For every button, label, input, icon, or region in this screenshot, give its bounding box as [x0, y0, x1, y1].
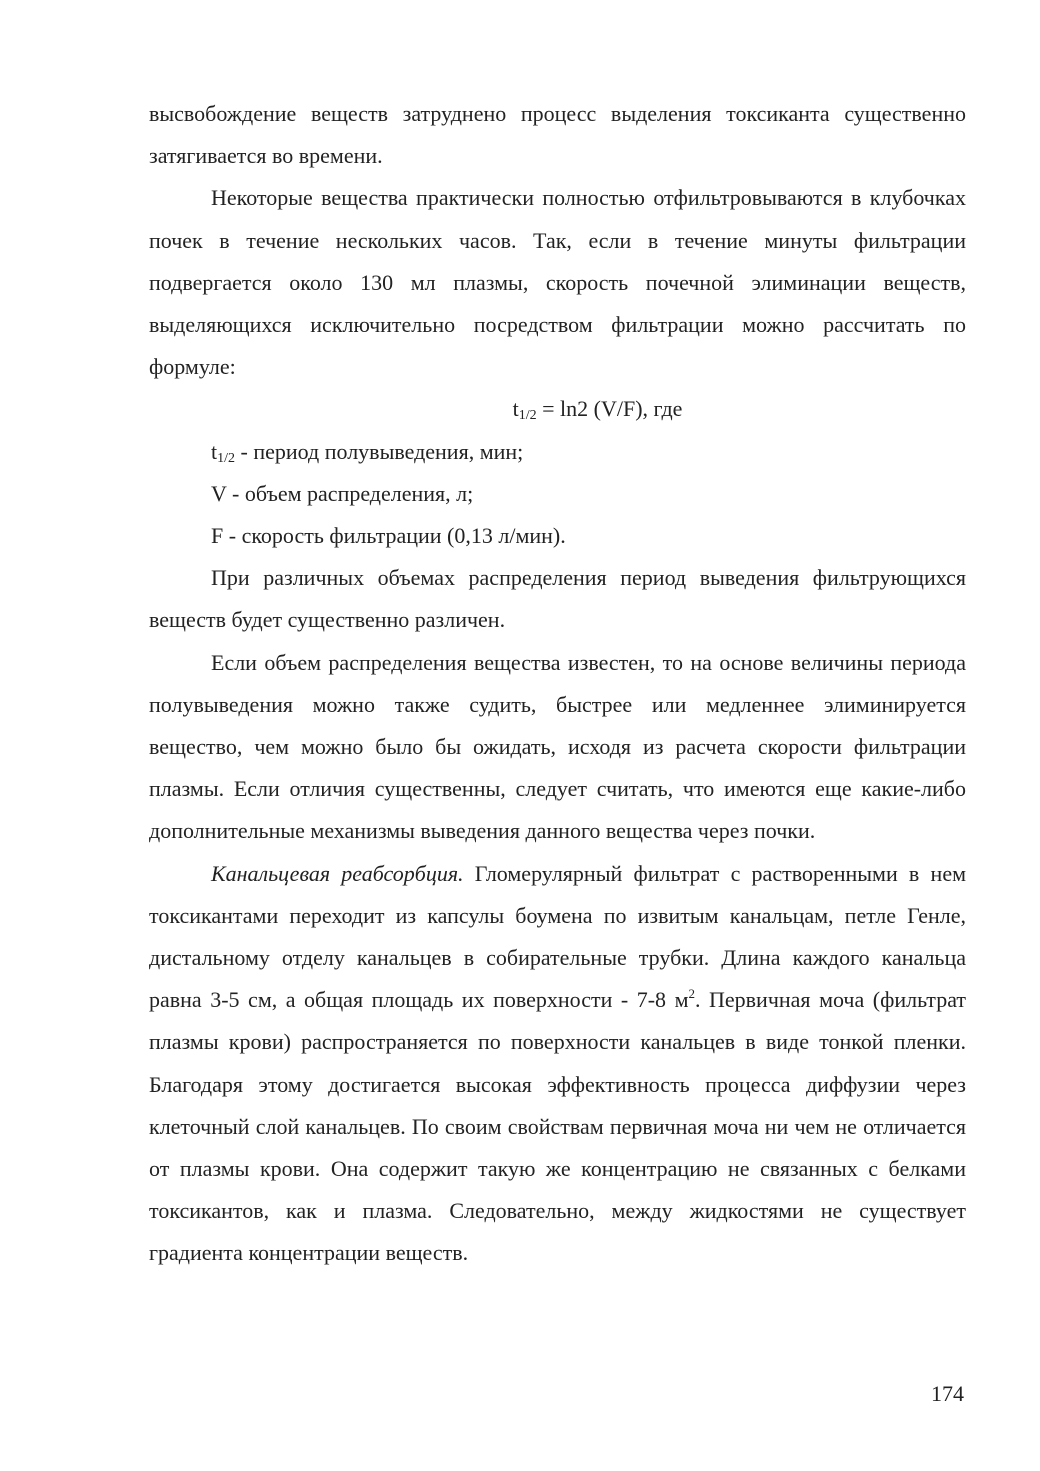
page-number: 174: [931, 1381, 964, 1406]
definition-volume: [149, 473, 966, 515]
half-life-formula: [149, 388, 966, 430]
paragraph-text-part-1: Гломерулярный фильтрат с растворенными в нем токсикантами переходит из капсулы боумена по извитым канальцам, петле Генле, дистальному отделу канальцев в собирательные трубки. Длина каждого канальца равна 3-5 см, а общая площадь их поверхности - 7-8 м: [149, 860, 967, 1013]
definition-text: - объем распределения, л;: [226, 480, 474, 506]
definition-filtration-rate: [149, 515, 966, 557]
paragraph-continuation: высвобождение веществ затруднено процесс выделения токсиканта существенно затягивается во времени.: [149, 101, 966, 169]
paragraph-filtration: Некоторые вещества практически полностью отфильтровываются в клубочках почек в течение нескольких часов. Так, если в течение минуты фильтрации подвергается около 130 мл плазмы, скорость почечной элиминации веществ, выделяющихся исключительно посредством фильтрации можно рассчитать по формуле:: [149, 185, 966, 380]
definition-text: - скорость фильтрации (0,13 л/мин).: [223, 523, 566, 549]
definition-subscript: 1/2: [217, 450, 236, 466]
paragraph-volumes: При различных объемах распределения период выведения фильтрующихся веществ будет существенно различен.: [149, 565, 966, 633]
section-lead-italic: Канальцевая реабсорбция.: [211, 860, 464, 886]
definition-symbol: t: [211, 438, 218, 464]
body-text: [149, 93, 966, 1275]
definition-text: - период полувыведения, мин;: [235, 438, 524, 464]
superscript-squared: 2: [688, 986, 695, 1002]
paragraph-tubular-reabsorption: [149, 853, 966, 1275]
paragraph-half-life-judgement: Если объем распределения вещества известен, то на основе величины периода полувыведения можно также судить, быстрее или медленнее элиминируется вещество, чем можно было бы ожидать, исходя из расчета скорости фильтрации плазмы. Если отличия существенны, следует считать, что имеются еще какие-либо дополнительные механизмы выведения данного вещества через почки.: [149, 649, 966, 844]
definition-symbol: F: [211, 523, 224, 549]
formula-rhs: = ln2 (V/F), где: [536, 396, 683, 422]
definition-half-life: [149, 431, 966, 473]
formula-lhs-subscript: 1/2: [518, 408, 537, 424]
definition-symbol: V: [211, 480, 227, 506]
paragraph-text-part-2: . Первичная моча (фильтрат плазмы крови) распространяется по поверхности канальцев в виде тонкой пленки. Благодаря этому достигается высокая эффективность процесса диффузии через клеточный слой канальцев. По своим свойствам первичная моча ни чем не отличается от плазмы крови. Она содержит такую же концентрацию не связанных с белками токсикантов, как и плазма. Следовательно, между жидкостями не существует градиента концентрации веществ.: [149, 987, 966, 1266]
formula-lhs: t: [512, 396, 519, 422]
